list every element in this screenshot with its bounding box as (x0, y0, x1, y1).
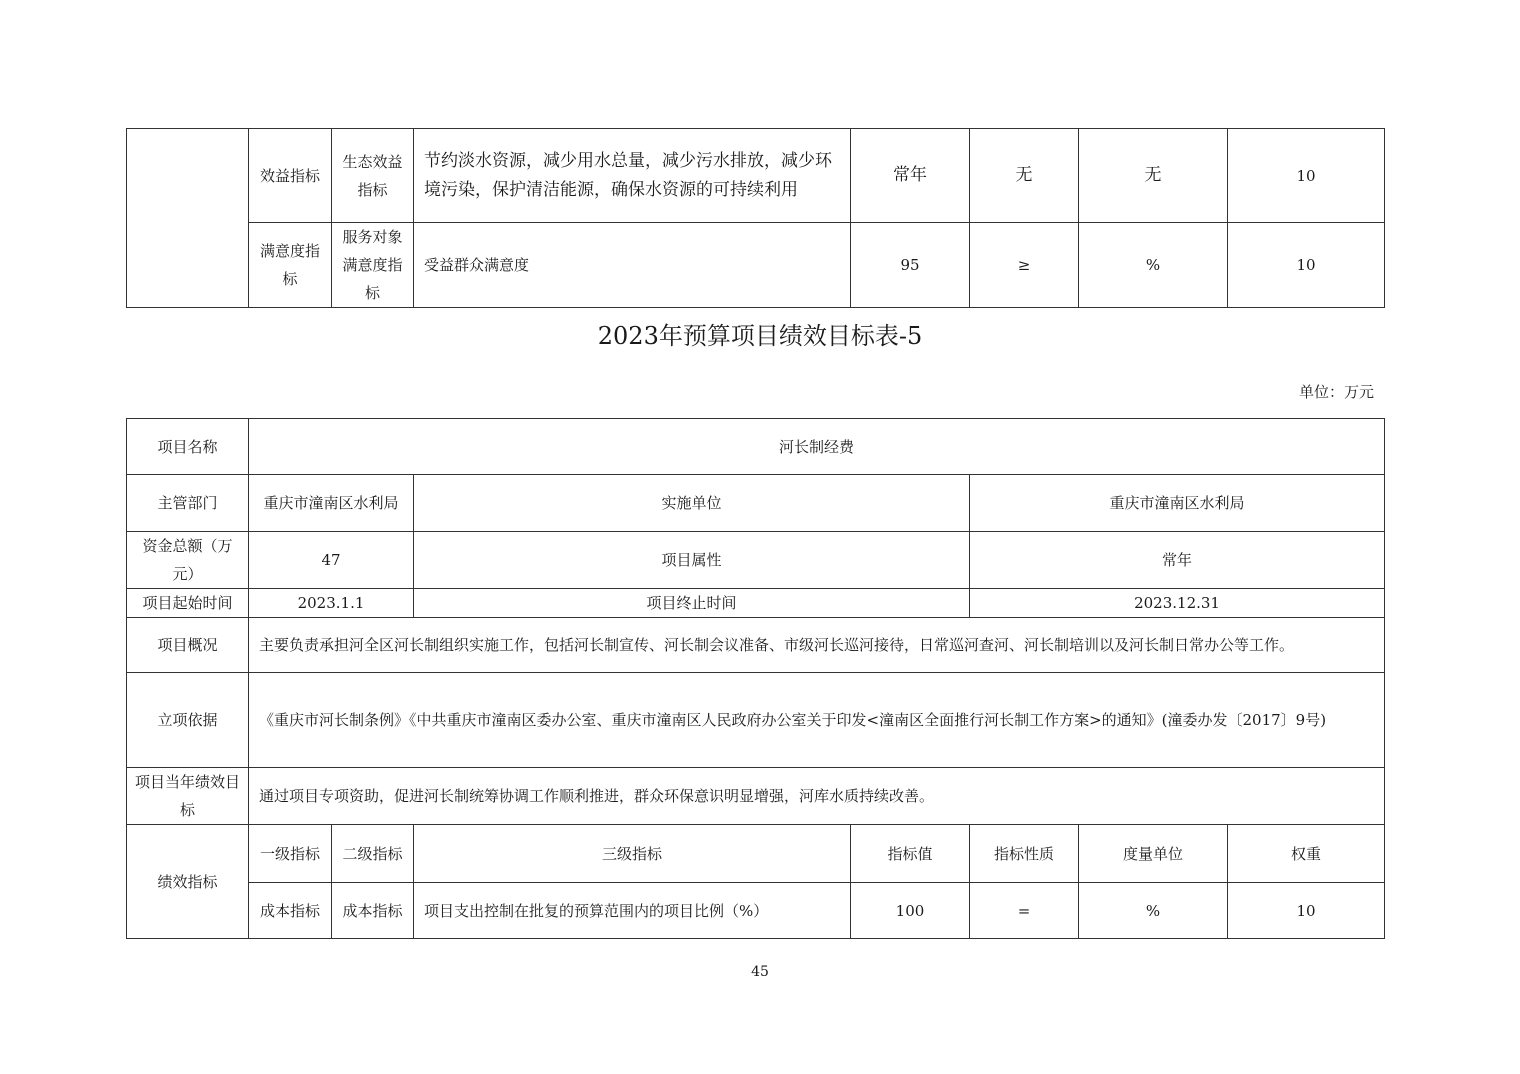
level1-cell: 效益指标 (249, 129, 332, 223)
fund-label: 资金总额（万元） (127, 532, 249, 589)
perf-label: 绩效指标 (127, 825, 249, 939)
table-row (127, 883, 1385, 939)
attr-value: 常年 (970, 532, 1385, 589)
level2-cell: 服务对象满意度指标 (332, 223, 414, 308)
end-label: 项目终止时间 (414, 589, 970, 618)
table-row (127, 129, 1385, 223)
attr-label: 项目属性 (414, 532, 970, 589)
level3-cell: 受益群众满意度 (414, 223, 851, 308)
table-row (127, 618, 1385, 673)
unit-label: 单位：万元 (1298, 383, 1374, 401)
table-row (127, 768, 1385, 825)
level3-cell: 节约淡水资源，减少用水总量，减少污水排放，减少环境污染，保护清洁能源，确保水资源的可持续利用 (414, 129, 851, 223)
fund-value: 47 (249, 532, 414, 589)
table-row (127, 825, 1385, 883)
weight-cell: 10 (1228, 223, 1385, 308)
page-number: 45 (751, 964, 769, 980)
weight-cell: 10 (1228, 883, 1385, 939)
table-row (127, 475, 1385, 532)
goal-label: 项目当年绩效目标 (127, 768, 249, 825)
table-row (127, 532, 1385, 589)
weight-cell: 10 (1228, 129, 1385, 223)
project-name-label: 项目名称 (127, 419, 249, 475)
basis-value: 《重庆市河长制条例》《中共重庆市潼南区委办公室、重庆市潼南区人民政府办公室关于印发<潼南区全面推行河长制工作方案>的通知》(潼委办发〔2017〕9号) (249, 673, 1385, 768)
table-row (127, 223, 1385, 308)
overview-label: 项目概况 (127, 618, 249, 673)
table-row (127, 673, 1385, 768)
header-unit: 度量单位 (1079, 825, 1228, 883)
dept-value: 重庆市潼南区水利局 (249, 475, 414, 532)
value-cell: 100 (851, 883, 970, 939)
header-level1: 一级指标 (249, 825, 332, 883)
nature-cell: ≥ (970, 223, 1079, 308)
continued-indicator-table (126, 128, 1385, 308)
basis-label: 立项依据 (127, 673, 249, 768)
page-title: 2023年预算项目绩效目标表-5 (597, 322, 923, 350)
unit-cell: % (1079, 883, 1228, 939)
project-name-value: 河长制经费 (249, 419, 1385, 475)
header-weight: 权重 (1228, 825, 1385, 883)
nature-cell: = (970, 883, 1079, 939)
level2-cell: 生态效益指标 (332, 129, 414, 223)
table-row (127, 589, 1385, 618)
empty-cell (127, 129, 249, 308)
value-cell: 常年 (851, 129, 970, 223)
table-row (127, 419, 1385, 475)
unit-cell: % (1079, 223, 1228, 308)
header-nature: 指标性质 (970, 825, 1079, 883)
header-level2: 二级指标 (332, 825, 414, 883)
start-label: 项目起始时间 (127, 589, 249, 618)
dept-label: 主管部门 (127, 475, 249, 532)
level2-cell: 成本指标 (332, 883, 414, 939)
performance-target-table (126, 418, 1385, 939)
level1-cell: 满意度指标 (249, 223, 332, 308)
nature-cell: 无 (970, 129, 1079, 223)
end-value: 2023.12.31 (970, 589, 1385, 618)
overview-value: 主要负责承担河全区河长制组织实施工作，包括河长制宣传、河长制会议准备、市级河长巡河接待，日常巡河查河、河长制培训以及河长制日常办公等工作。 (249, 618, 1385, 673)
start-value: 2023.1.1 (249, 589, 414, 618)
goal-value: 通过项目专项资助，促进河长制统筹协调工作顺利推进，群众环保意识明显增强，河库水质持续改善。 (249, 768, 1385, 825)
header-level3: 三级指标 (414, 825, 851, 883)
level3-cell: 项目支出控制在批复的预算范围内的项目比例（%） (414, 883, 851, 939)
level1-cell: 成本指标 (249, 883, 332, 939)
value-cell: 95 (851, 223, 970, 308)
header-value: 指标值 (851, 825, 970, 883)
unit-cell: 无 (1079, 129, 1228, 223)
impl-value: 重庆市潼南区水利局 (970, 475, 1385, 532)
impl-label: 实施单位 (414, 475, 970, 532)
